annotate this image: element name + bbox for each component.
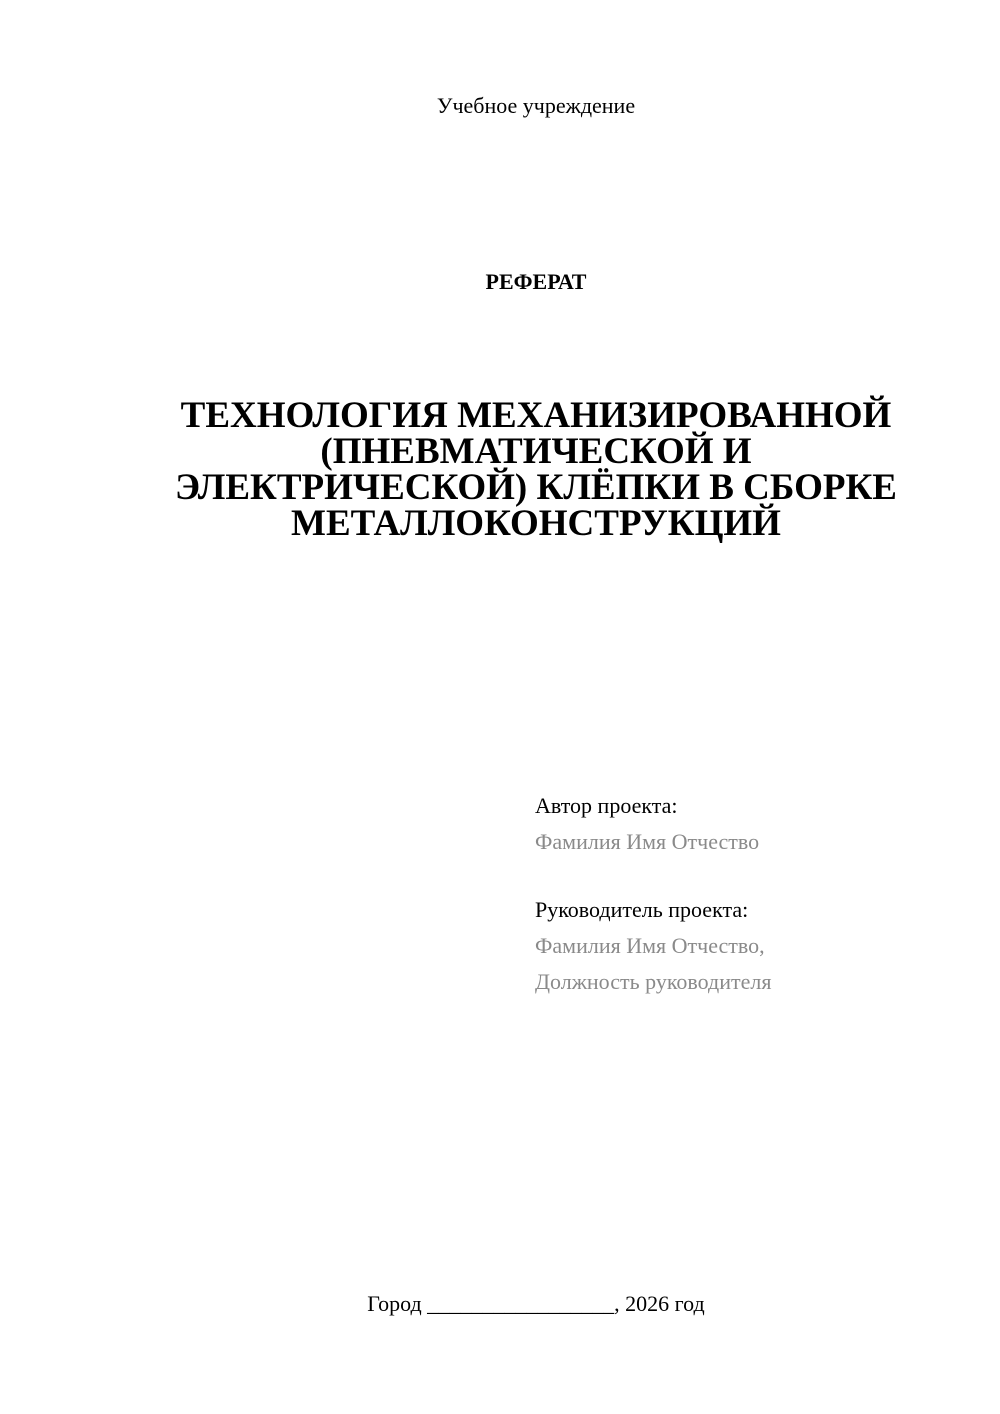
supervisor-name: Фамилия Имя Отчество,: [535, 933, 765, 958]
author-name: Фамилия Имя Отчество: [535, 829, 760, 854]
city-year-line: Город _________________, 2026 год: [367, 1291, 705, 1316]
document-title-line-2: (ПНЕВМАТИЧЕСКОЙ И: [320, 431, 752, 472]
supervisor-position: Должность руководителя: [535, 969, 772, 994]
supervisor-block: [535, 892, 975, 1000]
document-type: РЕФЕРАТ: [485, 269, 587, 294]
institution-name: Учебное учреждение: [436, 93, 636, 118]
author-label: Автор проекта:: [535, 793, 678, 818]
document-title-line-1: ТЕХНОЛОГИЯ МЕХАНИЗИРОВАННОЙ: [180, 395, 892, 436]
author-block: [535, 788, 975, 860]
document-title-line-4: МЕТАЛЛОКОНСТРУКЦИЙ: [291, 503, 781, 544]
document-title-line-3: ЭЛЕКТРИЧЕСКОЙ) КЛЁПКИ В СБОРКЕ: [175, 467, 897, 508]
supervisor-label: Руководитель проекта:: [535, 897, 749, 922]
document-title: [140, 395, 932, 544]
